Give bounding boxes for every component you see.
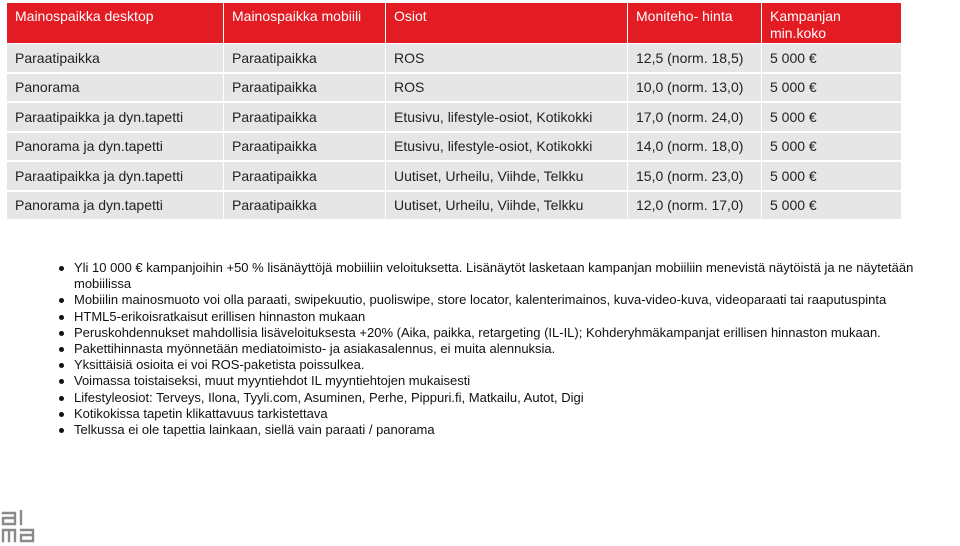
table-row bbox=[7, 132, 901, 162]
list-item: Lifestyleosiot: Terveys, Ilona, Tyyli.com, Asuminen, Perhe, Pippuri.fi, Matkailu, Autot, Digi bbox=[56, 390, 956, 406]
list-item: Yli 10 000 € kampanjoihin +50 % lisänäyttöjä mobiiliin veloituksetta. Lisänäytöt lasketaan kampanjan mobiiliin menevistä näytöistä ja ne näytetään mobiilissa bbox=[56, 260, 956, 292]
col-header-min-size: Kampanjan min.koko bbox=[761, 3, 901, 43]
list-item: Kotikokissa tapetin klikattavuus tarkistettava bbox=[56, 406, 956, 422]
table-row bbox=[7, 73, 901, 103]
cell-desktop: Panorama ja dyn.tapetti bbox=[7, 132, 223, 162]
cell-min-size: 5 000 € bbox=[761, 102, 901, 132]
table-row bbox=[7, 102, 901, 132]
notes-list bbox=[56, 260, 956, 438]
cell-price: 12,5 (norm. 18,5) bbox=[627, 43, 761, 73]
cell-sections: Etusivu, lifestyle-osiot, Kotikokki bbox=[385, 132, 627, 162]
col-header-desktop: Mainospaikka desktop bbox=[7, 3, 223, 43]
cell-min-size: 5 000 € bbox=[761, 132, 901, 162]
cell-desktop: Paraatipaikka ja dyn.tapetti bbox=[7, 161, 223, 191]
cell-sections: Uutiset, Urheilu, Viihde, Telkku bbox=[385, 191, 627, 221]
cell-sections: Etusivu, lifestyle-osiot, Kotikokki bbox=[385, 102, 627, 132]
cell-min-size: 5 000 € bbox=[761, 43, 901, 73]
list-item: Pakettihinnasta myönnetään mediatoimisto- ja asiakasalennus, ei muita alennuksia. bbox=[56, 341, 956, 357]
cell-price: 12,0 (norm. 17,0) bbox=[627, 191, 761, 221]
cell-mobile: Paraatipaikka bbox=[223, 161, 385, 191]
alma-logo bbox=[0, 510, 38, 544]
list-item: Yksittäisiä osioita ei voi ROS-paketista poissulkea. bbox=[56, 357, 956, 373]
cell-mobile: Paraatipaikka bbox=[223, 132, 385, 162]
cell-min-size: 5 000 € bbox=[761, 191, 901, 221]
cell-sections: ROS bbox=[385, 73, 627, 103]
cell-desktop: Panorama bbox=[7, 73, 223, 103]
cell-mobile: Paraatipaikka bbox=[223, 73, 385, 103]
cell-sections: Uutiset, Urheilu, Viihde, Telkku bbox=[385, 161, 627, 191]
cell-min-size: 5 000 € bbox=[761, 161, 901, 191]
cell-min-size: 5 000 € bbox=[761, 73, 901, 103]
col-header-sections: Osiot bbox=[385, 3, 627, 43]
table-row bbox=[7, 161, 901, 191]
cell-sections: ROS bbox=[385, 43, 627, 73]
cell-desktop: Paraatipaikka ja dyn.tapetti bbox=[7, 102, 223, 132]
cell-mobile: Paraatipaikka bbox=[223, 191, 385, 221]
cell-price: 14,0 (norm. 18,0) bbox=[627, 132, 761, 162]
table-row bbox=[7, 191, 901, 221]
cell-price: 17,0 (norm. 24,0) bbox=[627, 102, 761, 132]
cell-desktop: Paraatipaikka bbox=[7, 43, 223, 73]
list-item: Voimassa toistaiseksi, muut myyntiehdot IL myyntiehtojen mukaisesti bbox=[56, 373, 956, 389]
table-row bbox=[7, 43, 901, 73]
cell-price: 15,0 (norm. 23,0) bbox=[627, 161, 761, 191]
list-item: Peruskohdennukset mahdollisia lisäveloituksesta +20% (Aika, paikka, retargeting (IL-IL); Kohderyhmäkampanjat erillisen hinnaston mukaan. bbox=[56, 325, 956, 341]
list-item: HTML5-erikoisratkaisut erillisen hinnaston mukaan bbox=[56, 309, 956, 325]
col-header-price: Moniteho- hinta bbox=[627, 3, 761, 43]
price-table bbox=[7, 3, 901, 220]
list-item: Mobiilin mainosmuoto voi olla paraati, swipekuutio, puoliswipe, store locator, kalenterimainos, kuva-video-kuva, videoparaati tai raaputuspinta bbox=[56, 292, 956, 308]
list-item: Telkussa ei ole tapettia lainkaan, siellä vain paraati / panorama bbox=[56, 422, 956, 438]
table-header-row bbox=[7, 3, 901, 43]
cell-mobile: Paraatipaikka bbox=[223, 102, 385, 132]
cell-price: 10,0 (norm. 13,0) bbox=[627, 73, 761, 103]
cell-desktop: Panorama ja dyn.tapetti bbox=[7, 191, 223, 221]
cell-mobile: Paraatipaikka bbox=[223, 43, 385, 73]
col-header-mobile: Mainospaikka mobiili bbox=[223, 3, 385, 43]
